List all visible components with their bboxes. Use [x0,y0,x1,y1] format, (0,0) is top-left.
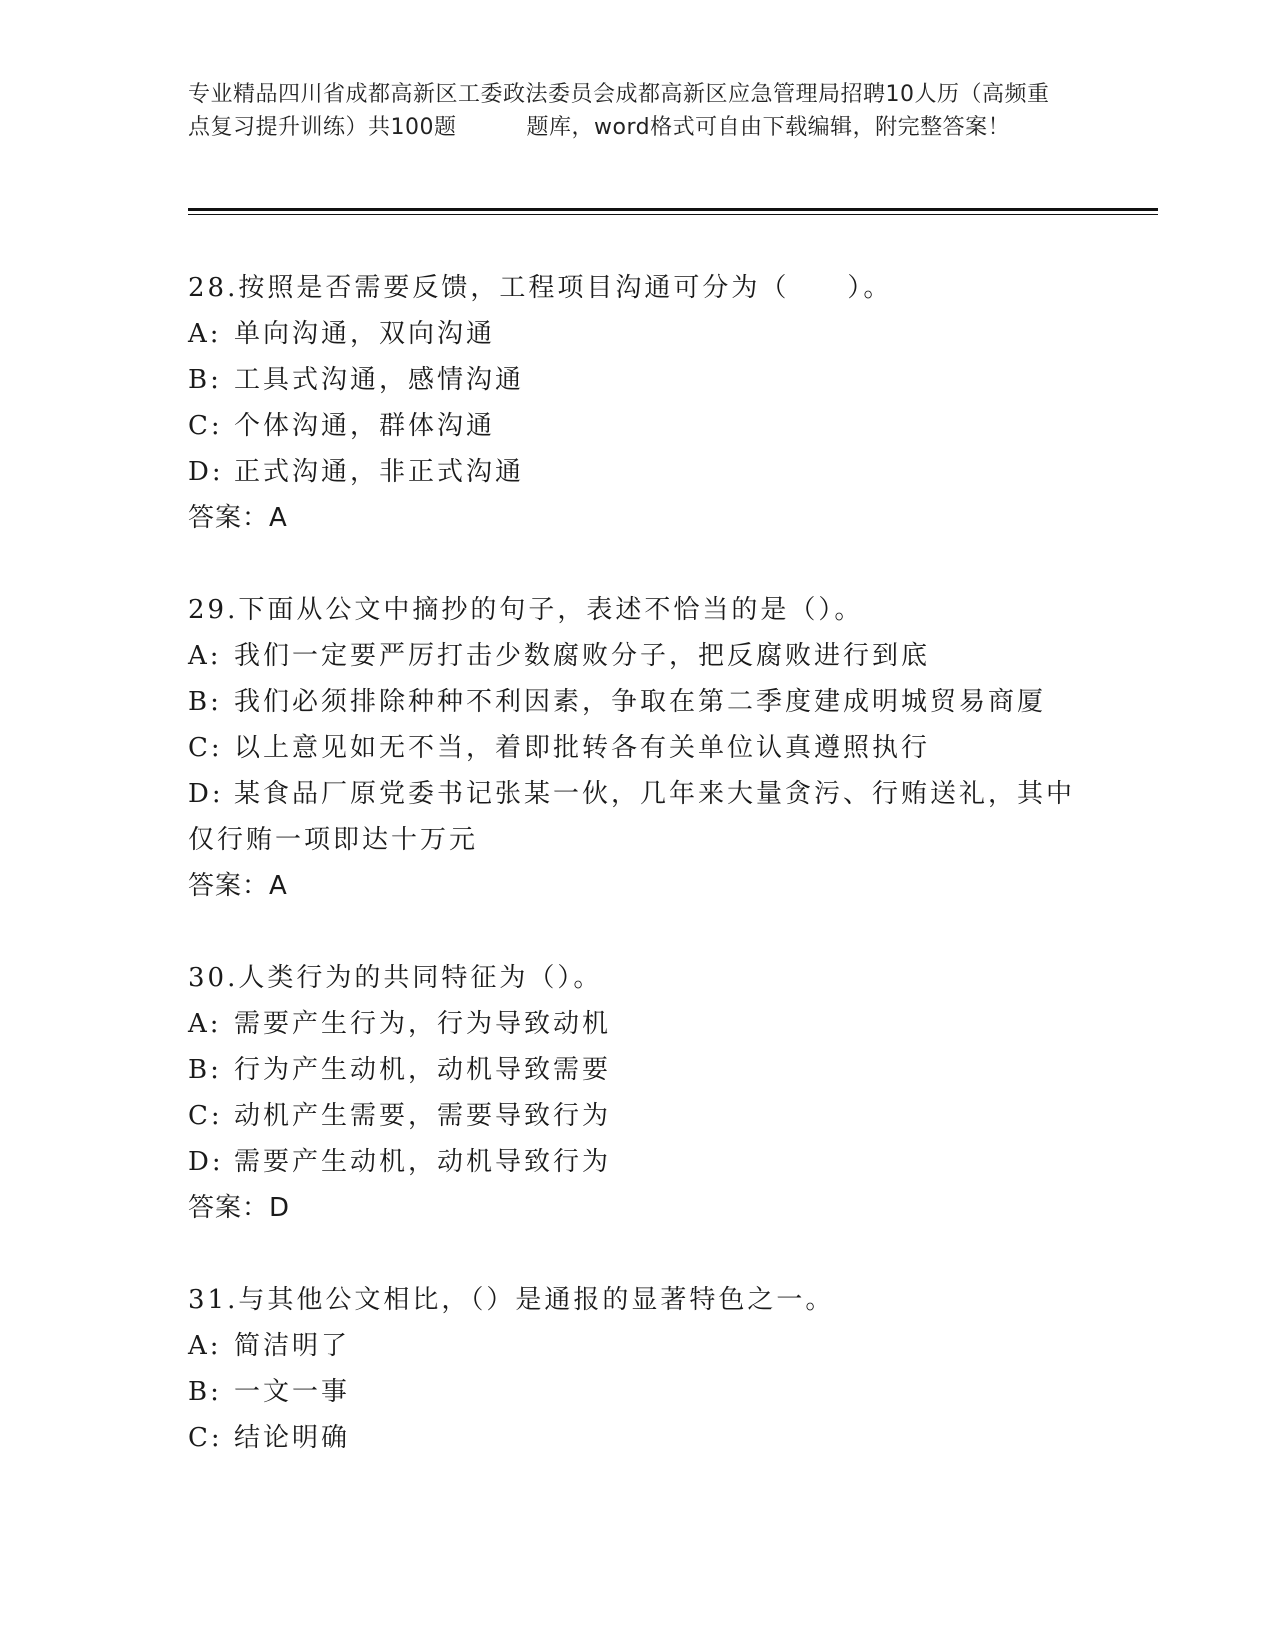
question-stem: 31.与其他公文相比，（）是通报的显著特色之一。 [188,1285,835,1315]
option-text: 动机产生需要，需要导致行为 [234,1101,612,1131]
document-header [188,78,1068,144]
question-stem: 28.按照是否需要反馈，工程项目沟通可分为（ ）。 [188,273,893,303]
header-divider-thin [188,214,1158,215]
option-key: C: [188,733,223,763]
option-key: A: [188,1331,222,1361]
option-c [188,1093,1088,1139]
question-28 [188,265,1088,541]
question-29 [188,587,1088,909]
option-b [188,679,1088,725]
option-text: 需要产生动机，动机导致行为 [234,1147,612,1177]
option-key: A: [188,1009,222,1039]
option-d [188,771,1088,863]
option-b [188,357,1088,403]
option-key: B: [188,365,222,395]
option-text: 行为产生动机，动机导致需要 [234,1055,612,1085]
option-key: C: [188,1101,223,1131]
option-b [188,1369,1088,1415]
option-a [188,1001,1088,1047]
option-text: 简洁明了 [234,1331,351,1361]
option-text: 单向沟通，双向沟通 [234,319,496,349]
question-stem: 29.下面从公文中摘抄的句子，表述不恰当的是（）。 [188,595,864,625]
option-c [188,1415,1088,1461]
option-text: 工具式沟通，感情沟通 [234,365,525,395]
option-key: A: [188,641,222,671]
option-key: B: [188,1377,222,1407]
option-key: B: [188,687,222,717]
answer-line: 答案：A [188,503,288,533]
option-a [188,633,1088,679]
option-c [188,403,1088,449]
question-30 [188,955,1088,1231]
option-key: D: [188,1147,224,1177]
option-d [188,1139,1088,1185]
option-text: 个体沟通，群体沟通 [234,411,496,441]
answer-line: 答案：D [188,1193,291,1223]
option-b [188,1047,1088,1093]
header-divider-thick [188,208,1158,211]
question-31 [188,1277,1088,1461]
option-key: D: [188,457,224,487]
option-text: 某食品厂原党委书记张某一伙，几年来大量贪污、行贿送礼，其中仅行贿一项即达十万元 [188,779,1076,855]
option-key: B: [188,1055,222,1085]
option-key: D: [188,779,224,809]
question-stem: 30.人类行为的共同特征为（）。 [188,963,603,993]
option-text: 需要产生行为，行为导致动机 [234,1009,612,1039]
option-d [188,449,1088,495]
option-text: 我们必须排除种种不利因素，争取在第二季度建成明城贸易商厦 [234,687,1047,717]
option-text: 结论明确 [234,1423,351,1453]
option-key: A: [188,319,222,349]
option-text: 一文一事 [234,1377,351,1407]
option-key: C: [188,411,223,441]
question-list [188,265,1088,1507]
option-c [188,725,1088,771]
answer-line: 答案：A [188,871,288,901]
option-text: 以上意见如无不当，着即批转各有关单位认真遵照执行 [234,733,931,763]
option-a [188,1323,1088,1369]
option-text: 正式沟通，非正式沟通 [234,457,525,487]
header-title-part2: 题库，word格式可自由下载编辑，附完整答案！ [526,115,1011,140]
option-key: C: [188,1423,223,1453]
option-a [188,311,1088,357]
header-title-part1: 专业精品四川省成都高新区工委政法委员会成都高新区应急管理局招聘10人历（高频重点复习提升训练）共100题 [188,82,1050,140]
option-text: 我们一定要严厉打击少数腐败分子，把反腐败进行到底 [234,641,931,671]
